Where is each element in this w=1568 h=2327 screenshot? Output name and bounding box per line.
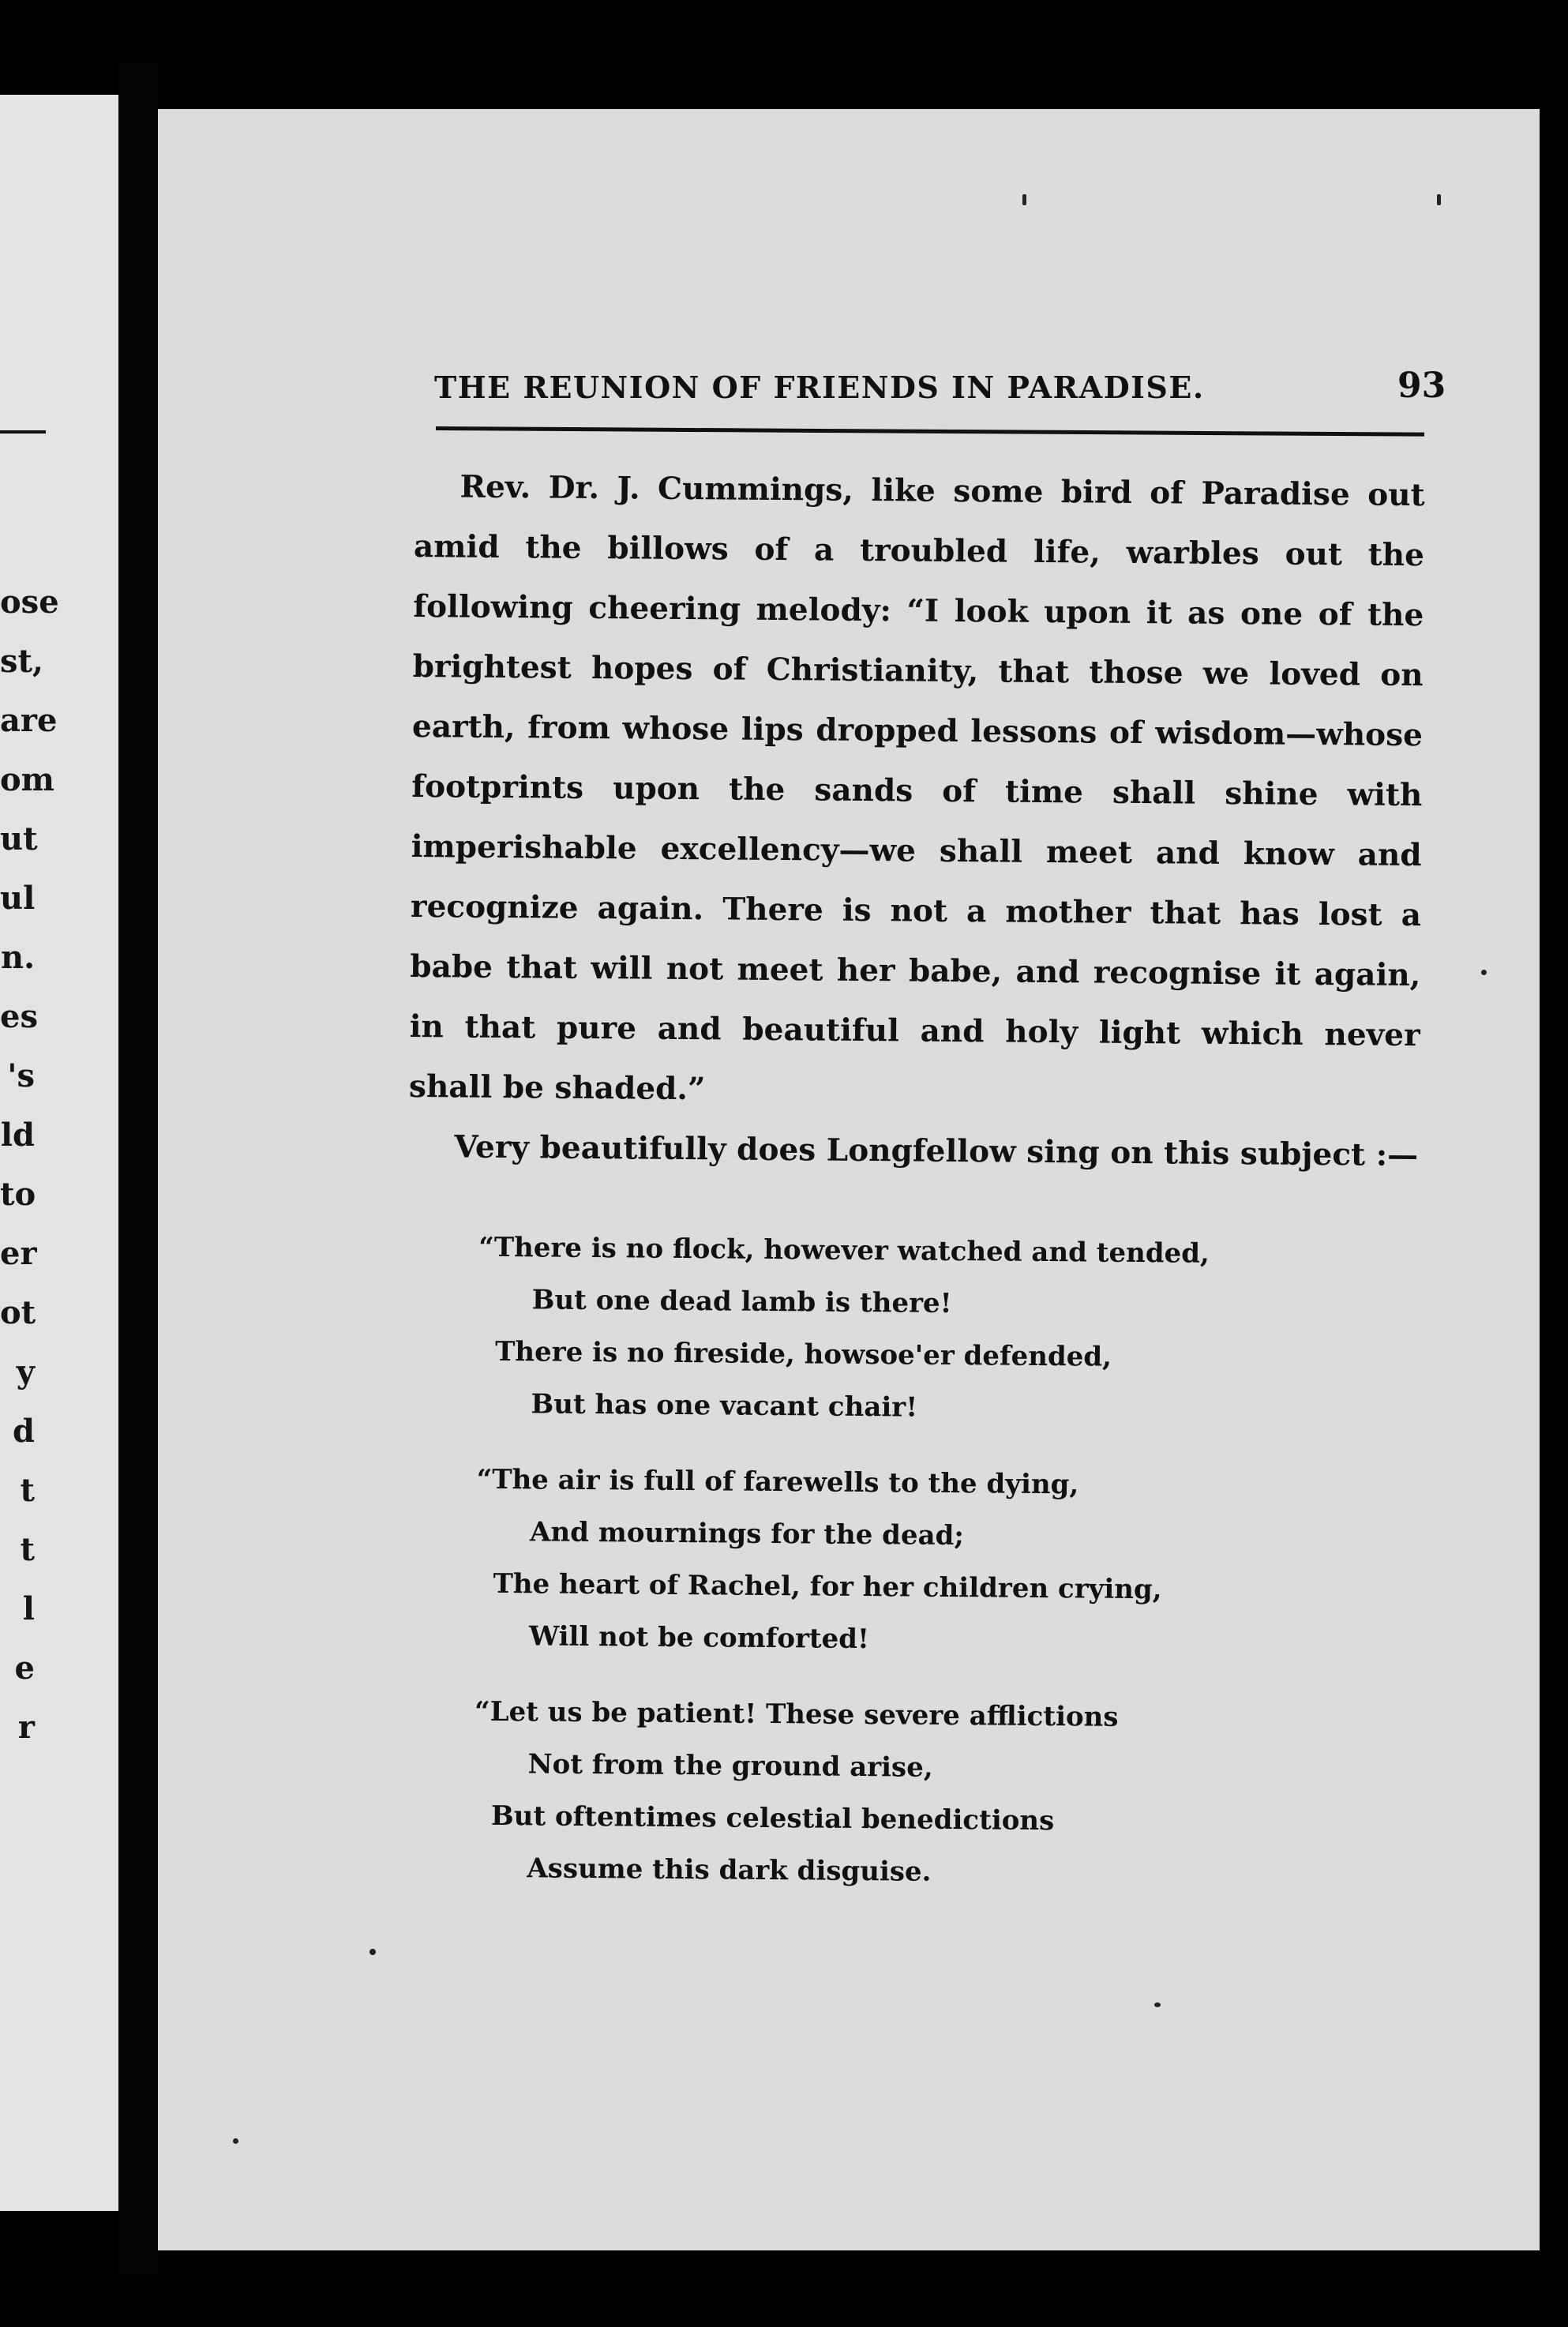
poem-line: But one dead lamb is there! — [531, 1284, 952, 1319]
facing-fragment: t — [20, 1472, 35, 1509]
facing-fragment: t — [20, 1531, 35, 1568]
poem-line: And mournings for the dead; — [529, 1516, 965, 1552]
poem-line: Will not be comforted! — [528, 1620, 870, 1656]
poem-stanza — [476, 1454, 1416, 1670]
facing-fragment: e — [14, 1650, 35, 1687]
scan-speck — [233, 2138, 238, 2144]
facing-fragment: to — [0, 1176, 36, 1213]
poem-stanza — [478, 1222, 1418, 1438]
scan-speck — [1437, 194, 1441, 205]
header-rule — [436, 426, 1424, 437]
poem-line: But oftentimes celestial benedictions — [490, 1800, 1055, 1837]
paragraph-longfellow-intro: Very beautifully does Longfellow sing on this subject :— — [454, 1128, 1419, 1174]
facing-fragment: ut — [0, 820, 38, 858]
poem-line: “There is no flock, however watched and tended, — [478, 1231, 1210, 1270]
poem-line: Assume this dark disguise. — [527, 1852, 932, 1888]
poem-line: “Let us be patient! These severe afflictions — [474, 1695, 1119, 1733]
facing-fragment: ose — [0, 584, 59, 621]
scan-speck — [1022, 194, 1026, 205]
poem-line: “The air is full of farewells to the dying, — [476, 1463, 1079, 1501]
poem-stanza — [474, 1686, 1414, 1902]
facing-page-rule — [0, 430, 46, 433]
facing-fragment: n. — [0, 939, 35, 976]
facing-fragment: om — [0, 761, 55, 798]
paragraph-cummings-quote: Rev. Dr. J. Cummings, like some bird of Paradise out amid the billows of a troubled life, warbles out the following cheering melody: “I look upon it as one of the brightest hopes of Christianity, that those we loved on earth, from whose lips dropped lessons of wisdom—whose footprints upon the sands of time shall shine with imperishable excellency—we shall meet and know and recognize again. There is not a mother that has lost a babe that will not meet her babe, and recognise it again, in that pure and beautiful and holy light which never shall be shaded.” — [408, 468, 1425, 1108]
poem-line: The heart of Rachel, for her children crying, — [493, 1567, 1162, 1606]
facing-fragment: er — [0, 1235, 37, 1272]
facing-fragment: ot — [0, 1294, 36, 1331]
scan-speck — [369, 1949, 376, 1955]
book-page — [158, 109, 1540, 2250]
page-body — [402, 456, 1425, 1902]
running-head — [434, 370, 1263, 425]
scan-speck — [1154, 2002, 1161, 2007]
facing-page-edge — [0, 95, 118, 2211]
running-title: THE REUNION OF FRIENDS IN PARADISE. — [434, 370, 1205, 405]
facing-fragment: y — [16, 1353, 35, 1391]
facing-page-text-fragments — [0, 572, 118, 1757]
facing-fragment: 's — [7, 1057, 35, 1094]
scan-speck — [1481, 970, 1487, 975]
facing-fragment: r — [17, 1709, 35, 1746]
facing-fragment: l — [22, 1590, 35, 1627]
poem-line: Not from the ground arise, — [527, 1748, 933, 1784]
facing-fragment: are — [0, 702, 58, 739]
book-gutter — [118, 63, 158, 2274]
facing-fragment: d — [13, 1413, 35, 1450]
facing-fragment: ld — [0, 1117, 35, 1154]
poem-line: But has one vacant chair! — [531, 1388, 918, 1424]
page-number: 93 — [1397, 366, 1446, 406]
facing-fragment: ul — [0, 880, 36, 917]
poem-line: There is no fireside, howsoe'er defended, — [494, 1335, 1112, 1373]
facing-fragment: es — [0, 998, 38, 1035]
facing-fragment: st, — [0, 643, 43, 680]
